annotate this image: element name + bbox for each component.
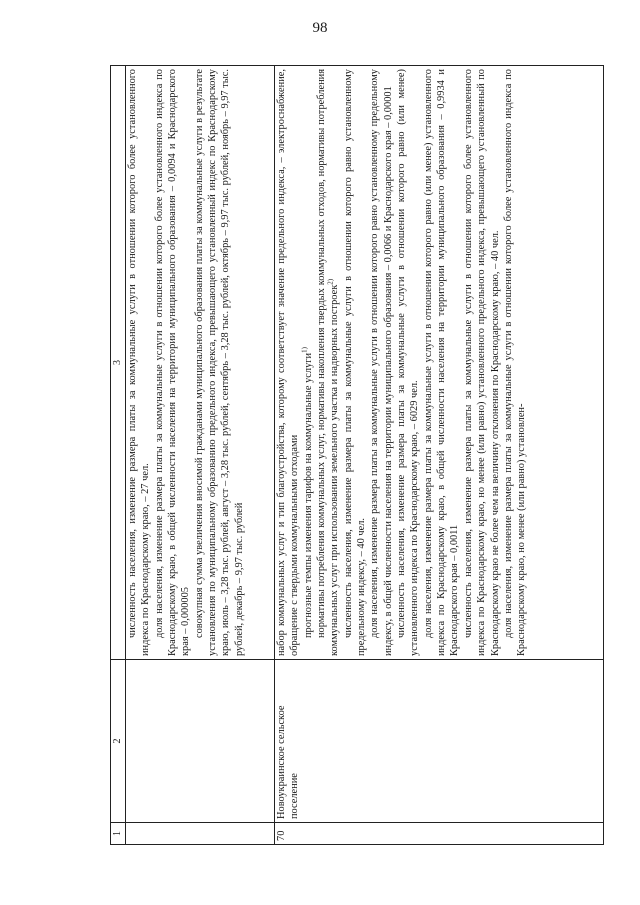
continuation-text-cell — [126, 66, 275, 660]
continuation-line-1: численность населения, изменение размера платы за коммунальные услуги в отношении которого более установленного индекса по Краснодарскому краю, – 27 чел. — [127, 69, 152, 656]
detail-set-of-services: набор коммунальных услуг и тип благоустройства, которому соответствует значение предельного индекса, – электроснабжение, обращение с твердыми коммунальными отходами — [276, 69, 301, 656]
detail-tariff-forecast — [302, 69, 315, 656]
table-row — [275, 66, 604, 845]
continuation-row — [126, 66, 275, 845]
detail-norms — [315, 69, 342, 656]
rotated-table-container — [110, 65, 605, 845]
detail-share-equal-limit: доля населения, изменение размера платы за коммунальные услуги в отношении которого равно установленному предельному индексу, в общей численности населения на территории муниципального образования – 0,0066 и Краснодарского края – 0,00001 — [369, 69, 394, 656]
detail-population-equal-limit: численность населения, изменение размера платы за коммунальные услуги в отношении которого равно установленному предельному индексу, – 40 чел. — [342, 69, 368, 656]
continuation-number-cell — [126, 823, 275, 845]
table-header-row — [111, 66, 126, 845]
detail-norms-text: нормативы потребления коммунальных услуг, нормативы накопления твердых коммунальных отходов, нормативы потребления коммунальных услуг при использовании земельного участка и надворных построек — [316, 69, 341, 656]
index-table — [110, 65, 604, 845]
header-col-2: 2 — [111, 660, 126, 823]
row-number: 70 — [275, 823, 604, 845]
municipality-name: Новоукраинское сельское поселение — [275, 660, 604, 823]
row-details — [275, 66, 604, 660]
footnote-1-marker: 1) — [300, 347, 309, 353]
detail-share-above-index: доля населения, изменение размера платы за коммунальные услуги в отношении которого более установленного индекса по Краснодарскому краю, но менее (или равно) установлен- — [502, 69, 528, 656]
continuation-name-cell — [126, 660, 275, 823]
continuation-line-3: совокупная сумма увеличения вносимой гражданами муниципального образования платы за коммунальные услуги в результате установления по муниципальному образованию предельного индекса, превышающего установленный индекс по Краснодарскому краю, июль – 3,28 тыс. рублей, август – 3,28 тыс. рублей, сентябрь – 3,28 тыс. рублей, октябрь – 9,97 тыс. рублей, ноябрь – 9,97 тыс. рублей, декабрь – 9,97 тыс. рублей — [193, 69, 245, 656]
footnote-2-marker: 2) — [326, 278, 335, 285]
detail-population-below-index: численность населения, изменение размера платы за коммунальные услуги в отношении которого равно (или менее) установленного индекса по Краснодарскому краю, – 6029 чел. — [396, 69, 421, 656]
header-col-3: 3 — [111, 66, 126, 660]
detail-share-below-index: доля населения, изменение размера платы за коммунальные услуги в отношении которого равно (или менее) установленного индекса по Краснодарскому краю, в общей численности населения на территории муниципального образования – 0,9934 и Краснодарского края – 0,0011 — [422, 69, 461, 656]
detail-population-above-index: численность населения, изменение размера платы за коммунальные услуги в отношении которого более установленного индекса по Краснодарскому краю, но менее (или равно) установленного предельного индекса, превышающего установленный по Краснодарскому краю не более чем на величину отклонения по Краснодарскому краю, – 40 чел. — [462, 69, 501, 656]
continuation-line-2: доля населения, изменение размера платы за коммунальные услуги в отношении которого более установленного индекса по Краснодарскому краю, в общей численности населения на территории муниципального образования – 0,0094 и Краснодарского края – 0,000005 — [153, 69, 192, 656]
page-number: 98 — [312, 20, 328, 36]
header-col-1: 1 — [111, 823, 126, 845]
detail-tariff-forecast-text: прогнозные темпы изменения тарифов на коммунальные услуги — [302, 352, 314, 638]
